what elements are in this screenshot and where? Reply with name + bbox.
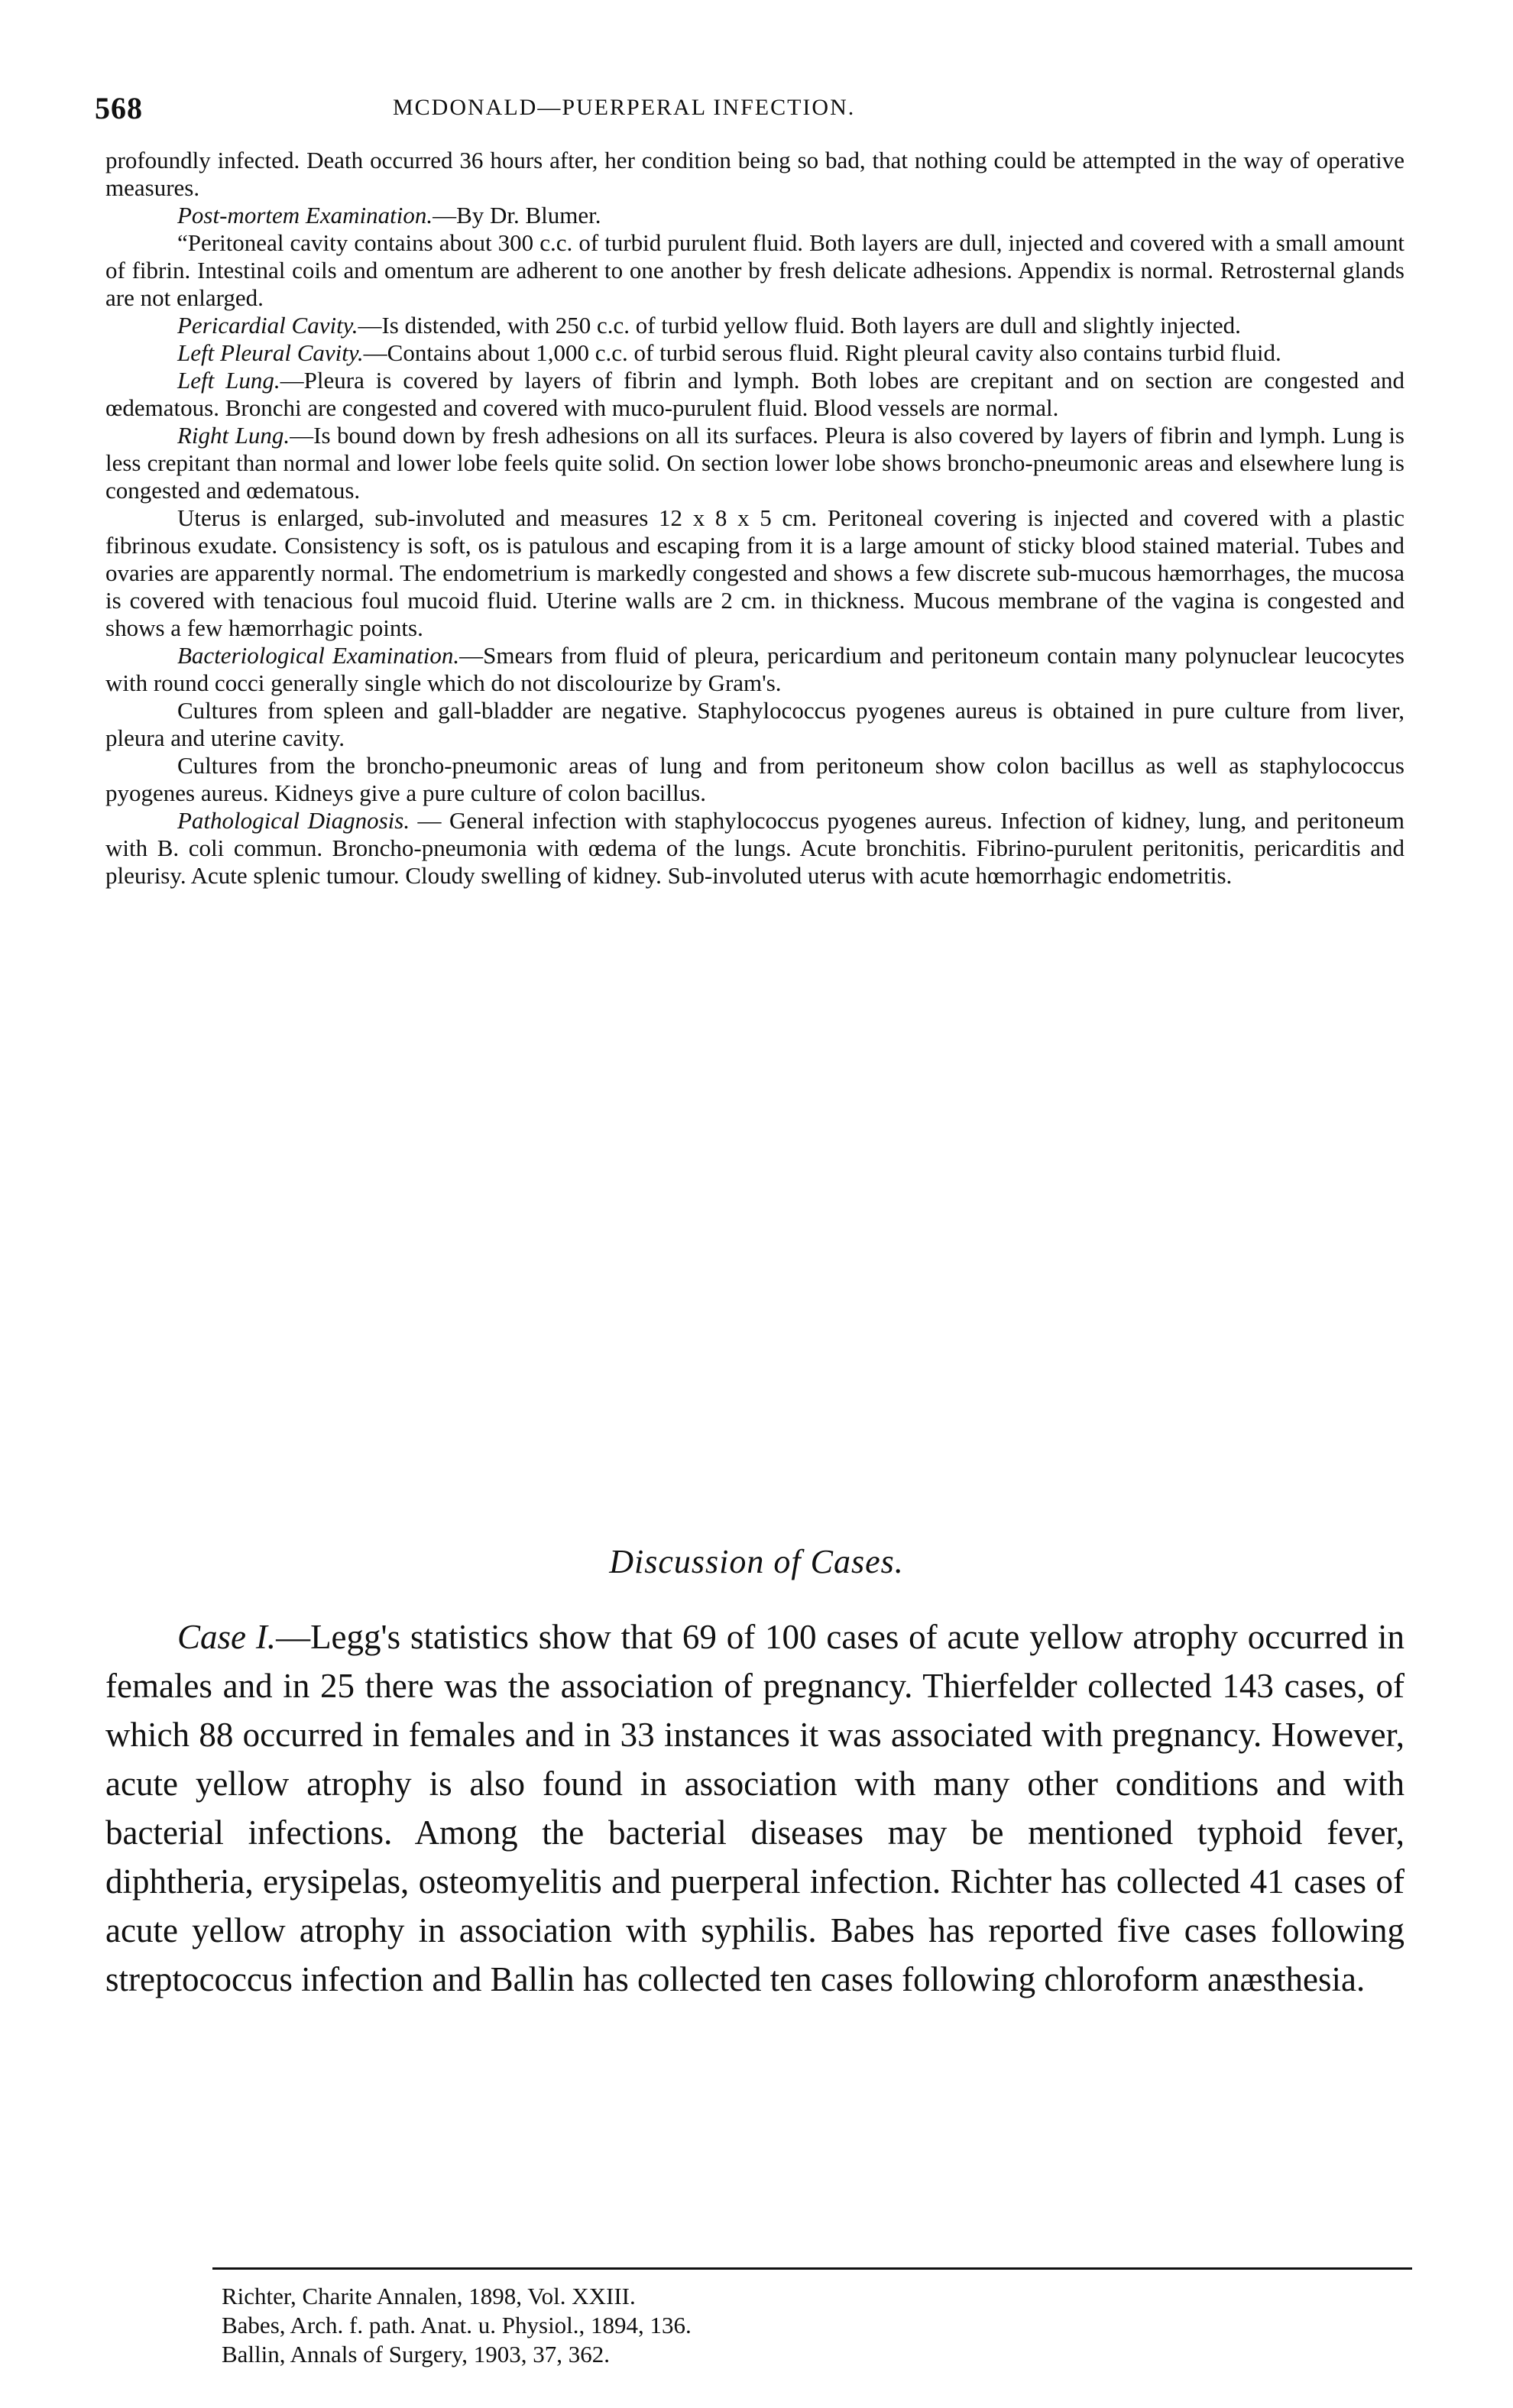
- postmortem-text: —By Dr. Blumer.: [433, 202, 601, 228]
- cultures-paragraph-2: Cultures from the broncho-pneumonic areas of lung and from peritoneum show colon bacillus as well as staphylococcus pyogenes aureus. Kidneys give a pure culture of colon bacillus.: [105, 752, 1404, 806]
- footnote: Richter, Charite Annalen, 1898, Vol. XXIII.: [222, 2283, 636, 2309]
- footnotes: [222, 2282, 1368, 2369]
- bacteriological-title: Bacteriological Examination.: [177, 642, 460, 669]
- autopsy-report: [105, 147, 1404, 890]
- left-pleural-text: —Contains about 1,000 c.c. of turbid serous fluid. Right pleural cavity also contains turbid fluid.: [363, 339, 1281, 366]
- pathological-title: Pathological Diagnosis.: [177, 807, 410, 834]
- discussion-body: [105, 1612, 1404, 2004]
- right-lung-text: —Is bound down by fresh adhesions on all its surfaces. Pleura is also covered by layers of fibrin and lymph. Lung is less crepitant than normal and lower lobe feels quite solid. On section lower lobe shows broncho-pneumonic areas and elsewhere lung is congested and œdematous.: [105, 422, 1404, 504]
- report-paragraph: profoundly infected. Death occurred 36 hours after, her condition being so bad, that nothing could be attempted in the way of operative measures.: [105, 147, 1404, 201]
- peritoneal-paragraph: “Peritoneal cavity contains about 300 c.c. of turbid purulent fluid. Both layers are dull, injected and covered with a small amount of fibrin. Intestinal coils and omentum are adherent to one another by fresh delicate adhesions. Appendix is normal. Retrosternal glands are not enlarged.: [105, 229, 1404, 311]
- case-one-paragraph: [105, 1612, 1404, 2004]
- left-lung-title: Left Lung.: [177, 367, 280, 394]
- right-lung-title: Right Lung.: [177, 422, 290, 449]
- pericardial-title: Pericardial Cavity.: [177, 312, 358, 339]
- page-header: [95, 90, 1409, 136]
- left-pleural-title: Left Pleural Cavity.: [177, 339, 364, 366]
- case-label: Case I.: [177, 1618, 277, 1656]
- footnote: Ballin, Annals of Surgery, 1903, 37, 362.: [222, 2341, 611, 2367]
- bacteriological-paragraph: [105, 642, 1404, 697]
- footnote: Babes, Arch. f. path. Anat. u. Physiol., 1894, 136.: [222, 2312, 692, 2338]
- uterus-paragraph: Uterus is enlarged, sub-involuted and measures 12 x 8 x 5 cm. Peritoneal covering is injected and covered with a plastic fibrinous exudate. Consistency is soft, os is patulous and escaping from it is a large amount of sticky blood stained material. Tubes and ovaries are apparently normal. The endometrium is markedly congested and shows a few discrete sub-mucous hæmorrhages, the mucosa is covered with tenacious foul mucoid fluid. Uterine walls are 2 cm. in thickness. Mucous membrane of the vagina is congested and shows a few hæmorrhagic points.: [105, 504, 1404, 641]
- right-lung-paragraph: [105, 422, 1404, 504]
- left-lung-text: —Pleura is covered by layers of fibrin and lymph. Both lobes are crepitant and on section are congested and œdematous. Bronchi are congested and covered with muco-purulent fluid. Blood vessels are normal.: [105, 367, 1404, 421]
- postmortem-title: Post-mortem Examination.: [177, 202, 433, 228]
- pathological-paragraph: [105, 807, 1404, 890]
- pathological-text: — General infection with staphylococcus pyogenes aureus. Infection of kidney, lung, and peritoneum with B. coli commun. Broncho-pneumonia with œdema of the lungs. Acute bronchitis. Fibrino-purulent peritonitis, pericarditis and pleurisy. Acute splenic tumour. Cloudy swelling of kidney. Sub-involuted uterus with acute hœmorrhagic endometritis.: [105, 807, 1405, 889]
- bacteriological-text: —Smears from fluid of pleura, pericardium and peritoneum contain many polynuclear leucocytes with round cocci generally single which do not discolourize by Gram's.: [105, 642, 1404, 696]
- left-lung-paragraph: [105, 367, 1404, 422]
- footnote-divider: [212, 2267, 1412, 2270]
- cultures-paragraph-1: Cultures from spleen and gall-bladder are negative. Staphylococcus pyogenes aureus is obtained in pure culture from liver, pleura and uterine cavity.: [105, 697, 1404, 751]
- page-number: 568: [95, 91, 143, 125]
- case-one-text: —Legg's statistics show that 69 of 100 cases of acute yellow atrophy occurred in females and in 25 there was the association of pregnancy. Thierfelder collected 143 cases, of which 88 occurred in females and in 33 instances it was associated with pregnancy. However, acute yellow atrophy is also found in association with many other conditions and with bacterial infections. Among the bacterial diseases may be mentioned typhoid fever, diphtheria, erysipelas, osteomyelitis and puerperal infection. Richter has collected 41 cases of acute yellow atrophy in association with syphilis. Babes has reported five cases following streptococcus infection and Ballin has collected ten cases following chloroform anæsthesia.: [105, 1618, 1404, 1998]
- section-heading: Discussion of Cases.: [609, 1543, 904, 1580]
- left-pleural-paragraph: [105, 339, 1404, 367]
- pericardial-paragraph: [105, 312, 1404, 339]
- postmortem-heading-paragraph: [105, 202, 1404, 229]
- running-head: MCDONALD—PUERPERAL INFECTION.: [393, 95, 856, 120]
- pericardial-text: —Is distended, with 250 c.c. of turbid yellow fluid. Both layers are dull and slightly injected.: [358, 312, 1241, 339]
